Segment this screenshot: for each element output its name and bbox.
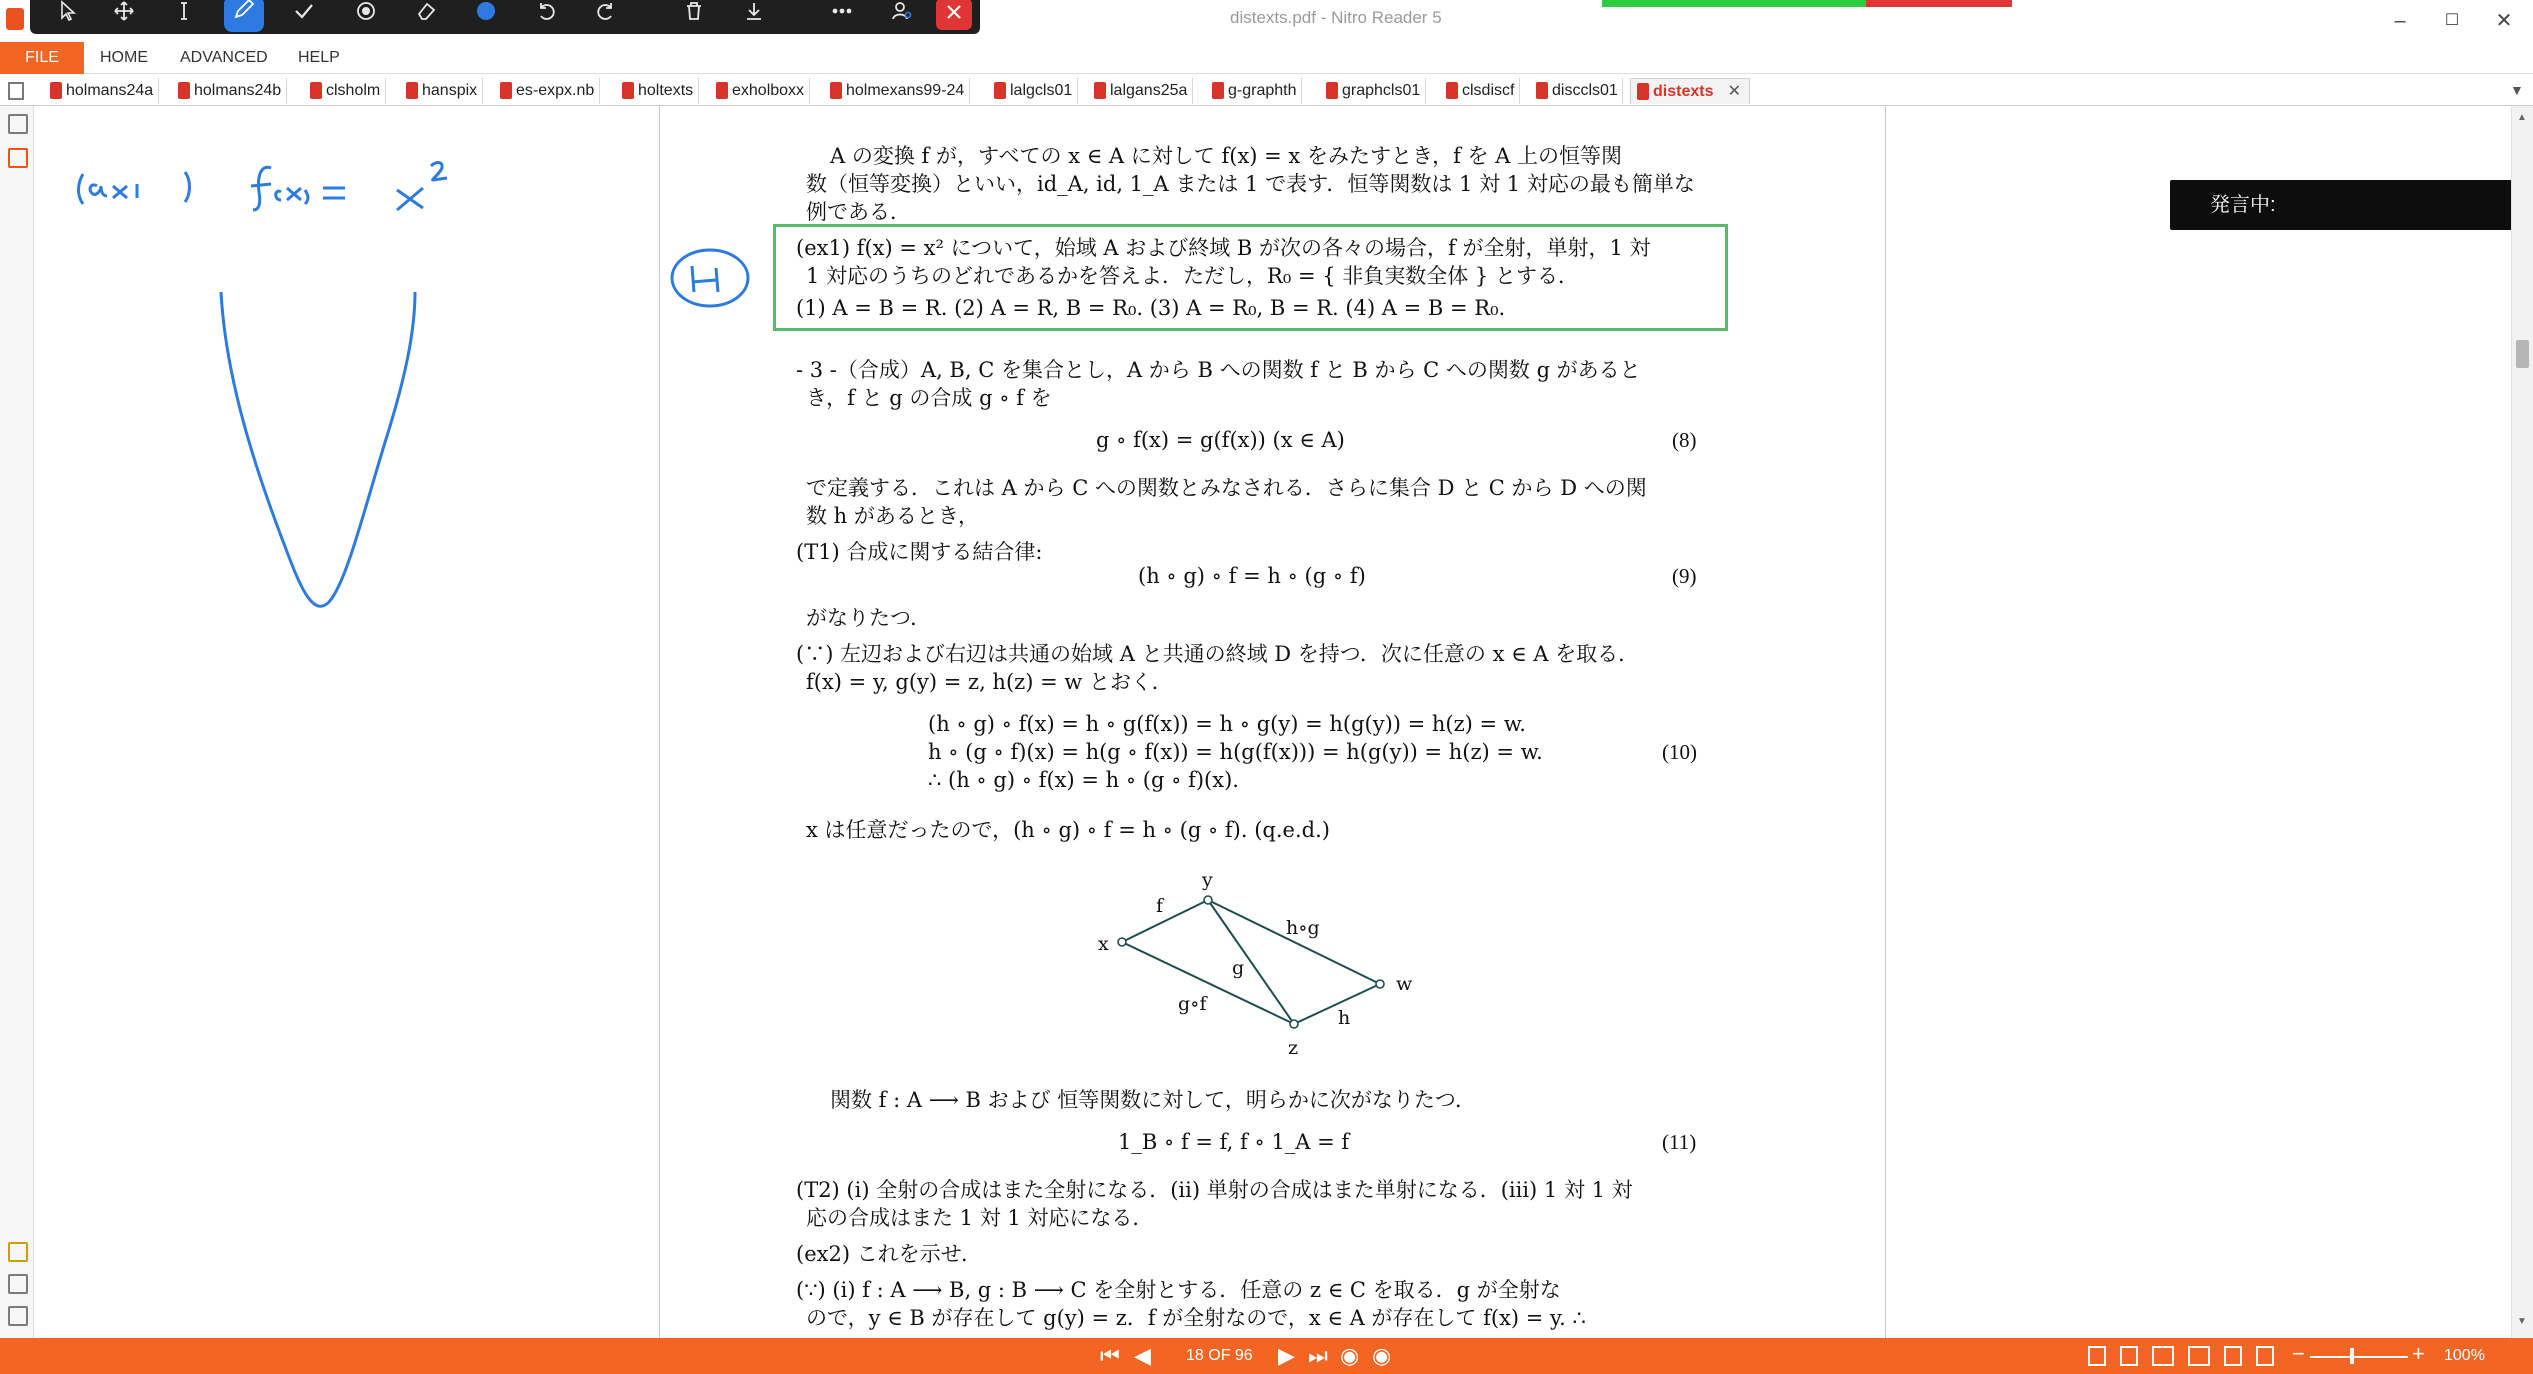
nitro-logo-icon <box>6 8 24 30</box>
zoom-in-button[interactable]: + <box>2412 1341 2425 1366</box>
handwritten-h-circle <box>668 240 758 314</box>
proof2-line2: ので，y ∈ B が存在して g(y) = z．f が全射なので，x ∈ A が存在して f(x) = y. ∴ <box>806 1306 1586 1330</box>
fit-width-icon[interactable] <box>2256 1346 2274 1366</box>
pdf-icon <box>1094 82 1106 99</box>
download-icon[interactable] <box>734 0 774 30</box>
eraser-icon[interactable] <box>406 0 446 30</box>
attachments-panel-icon[interactable] <box>8 1274 28 1294</box>
equation-10-line1: (h ∘ g) ∘ f(x) = h ∘ g(f(x)) = h ∘ g(y) = h(g(y)) = h(z) = w. <box>928 712 1526 736</box>
select-arrow-icon[interactable] <box>48 0 88 30</box>
equation-8-number: (8) <box>1672 428 1697 452</box>
edge-f <box>1122 900 1208 942</box>
last-page-icon[interactable]: ⏭ <box>1308 1343 1328 1368</box>
back-view-icon[interactable]: ◉ <box>1340 1343 1360 1368</box>
doc-tab-label: holtexts <box>638 82 694 99</box>
tab-help[interactable]: HELP <box>298 49 340 66</box>
whiteboard-panel[interactable] <box>35 106 660 1338</box>
color-blue-icon[interactable] <box>466 0 506 30</box>
doc-tab-label: clsholm <box>326 82 381 99</box>
equation-8: g ∘ f(x) = g(f(x)) (x ∈ A) <box>1096 428 1345 452</box>
text-cursor-icon[interactable] <box>164 0 204 30</box>
check-icon[interactable] <box>284 0 324 30</box>
proof1-conclusion: x は任意だったので，(h ∘ g) ∘ f = h ∘ (g ∘ f). (q.e.d.) <box>806 818 1330 842</box>
window-title: distexts.pdf - Nitro Reader 5 <box>1230 8 1442 27</box>
doc-tab-label: holmexans99-24 <box>846 82 965 99</box>
ribbon <box>0 42 2533 74</box>
pdf-icon <box>50 82 62 99</box>
output-panel-icon[interactable] <box>8 1306 28 1326</box>
doc-tab-label: distexts <box>1653 83 1714 100</box>
zoom-out-button[interactable]: − <box>2292 1341 2305 1366</box>
theorem-t1-after: がなりたつ． <box>806 606 932 630</box>
doc-tab-holmans24a[interactable] <box>44 78 159 104</box>
undo-icon[interactable] <box>526 0 566 30</box>
scroll-down-icon[interactable]: ▼ <box>2517 1316 2527 1327</box>
file-tab[interactable]: FILE <box>0 42 84 74</box>
doc-tab-hanspix[interactable] <box>400 78 483 104</box>
doc-tab-label: holmans24b <box>194 82 282 99</box>
continuous-facing-view-icon[interactable] <box>2188 1346 2210 1366</box>
section3-line3: で定義する．これは A から C への関数とみなされる．さらに集合 D と C から D への関 <box>806 476 1647 500</box>
pdf-icon <box>994 82 1006 99</box>
close-window-button[interactable]: ✕ <box>2495 10 2513 32</box>
section3-line4: 数 h があるとき， <box>806 504 980 528</box>
single-page-view-icon[interactable] <box>2088 1346 2106 1366</box>
zoom-level[interactable]: 100% <box>2444 1347 2485 1364</box>
doc-tab-es-expx[interactable] <box>494 78 600 104</box>
theorem-t2-line1: (T2) (i) 全射の合成はまた全射になる．(ii) 単射の合成はまた単射になる．(iii) 1 対 1 対 <box>796 1178 1633 1202</box>
scrollbar-thumb[interactable] <box>2516 340 2529 368</box>
pen-toolbar <box>30 0 980 34</box>
status-bar-red <box>1866 0 2012 7</box>
next-page-icon[interactable]: ▶ <box>1278 1343 1295 1368</box>
ex1-line1: (ex1) f(x) = x² について，始域 A および終域 B が次の各々の場合，f が全射，単射，1 対 <box>796 236 1651 260</box>
edge-label-h: h <box>1338 1007 1351 1029</box>
proof2-line1: (∵) (i) f : A ⟶ B, g : B ⟶ C を全射とする．任意の z ∈ C を取る．g が全射な <box>796 1278 1561 1302</box>
first-page-icon[interactable]: ⏮ <box>1100 1343 1120 1368</box>
equation-10-line2: h ∘ (g ∘ f)(x) = h(g ∘ f(x)) = h(g(f(x))) = h(g(y)) = h(z) = w. <box>928 740 1543 764</box>
doc-tab-distexts[interactable] <box>1630 78 1750 104</box>
node-label-y: y <box>1202 869 1213 891</box>
maximize-button[interactable]: ☐ <box>2444 12 2460 29</box>
doc-tab-label: exholboxx <box>732 82 805 99</box>
pages-panel-icon[interactable] <box>8 114 28 134</box>
pdf-icon <box>178 82 190 99</box>
redo-icon[interactable] <box>586 0 626 30</box>
node-y <box>1204 896 1212 904</box>
page-indicator[interactable]: 18 OF 96 <box>1186 1347 1253 1364</box>
minimize-button[interactable]: – <box>2394 10 2406 32</box>
doc-tab-holmexans99-24[interactable] <box>824 78 970 104</box>
tab-list-icon[interactable] <box>8 82 24 100</box>
equation-10-number: (10) <box>1662 740 1697 764</box>
previous-page-icon[interactable]: ◀ <box>1134 1343 1151 1368</box>
right-margin <box>1886 106 2511 1338</box>
doc-tab-disccls01[interactable] <box>1530 78 1623 104</box>
pdf-icon <box>830 82 842 99</box>
status-bar-green <box>1602 0 1866 7</box>
ex1-line3: (1) A = B = R. (2) A = R, B = R₀. (3) A = R₀, B = R. (4) A = B = R₀. <box>796 296 1506 320</box>
equation-11: 1_B ∘ f = f, f ∘ 1_A = f <box>1118 1130 1350 1154</box>
doc-tab-label: clsdiscf <box>1462 82 1515 99</box>
fit-page-icon[interactable] <box>2224 1346 2242 1366</box>
edge-label-f: f <box>1156 895 1164 917</box>
edge-h <box>1294 984 1380 1024</box>
equation-9-number: (9) <box>1672 564 1697 588</box>
status-bar <box>0 1338 2533 1374</box>
para-identity-composition: 関数 f : A ⟶ B および 恒等関数に対して，明らかに次がなりたつ． <box>830 1088 1477 1112</box>
equation-9: (h ∘ g) ∘ f = h ∘ (g ∘ f) <box>1138 564 1366 588</box>
bookmarks-panel-icon[interactable] <box>8 148 28 168</box>
pdf-icon <box>716 82 728 99</box>
theorem-t2-line2: 応の合成はまた 1 対 1 対応になる． <box>806 1206 1154 1230</box>
para-identity-line2: 数（恒等変換）といい，id_A, id, 1_A または 1 で表す．恒等関数は 1 対 1 対応の最も簡単な <box>806 172 1695 196</box>
doc-tab-label: disccls01 <box>1552 82 1618 99</box>
proof1-line2: f(x) = y, g(y) = z, h(z) = w とおく． <box>806 670 1173 694</box>
section3-line2: き，f と g の合成 g ∘ f を <box>806 386 1052 410</box>
node-label-w: w <box>1396 973 1413 995</box>
pdf-icon <box>310 82 322 99</box>
para-identity-line3: 例である． <box>806 200 911 224</box>
close-toolbar-icon[interactable] <box>936 0 972 30</box>
document-tabs <box>0 74 2533 106</box>
doc-tab-clsdiscf[interactable] <box>1440 78 1520 104</box>
left-rail <box>0 106 34 1338</box>
zoom-slider-knob[interactable] <box>2350 1348 2354 1364</box>
tab-advanced[interactable]: ADVANCED <box>180 49 268 66</box>
para-identity-line1: A の変換 f が，すべての x ∈ A に対して f(x) = x をみたすとき，f を A 上の恒等関 <box>830 144 1623 168</box>
scroll-up-icon[interactable]: ▲ <box>2517 112 2527 123</box>
doc-tab-label: hanspix <box>422 82 478 99</box>
doc-tab-lalgans25a[interactable] <box>1088 78 1193 104</box>
edge-label-hg: h∘g <box>1286 917 1320 939</box>
doc-tab-g-graphth[interactable] <box>1206 78 1302 104</box>
doc-tab-lalgcls01[interactable] <box>988 78 1078 104</box>
exercise-2: (ex2) これを示せ． <box>796 1242 983 1266</box>
edge-label-gf: g∘f <box>1178 993 1207 1015</box>
proof1-line1: (∵) 左辺および右辺は共通の始域 A と共通の終域 D を持つ．次に任意の x ∈ A を取る． <box>796 642 1640 666</box>
edge-g <box>1208 900 1294 1024</box>
edge-gf <box>1122 942 1294 1024</box>
node-label-x: x <box>1098 933 1109 955</box>
user-settings-icon[interactable] <box>882 0 922 30</box>
doc-tab-label: es-expx.nb <box>516 82 595 99</box>
continuous-view-icon[interactable] <box>2120 1346 2138 1366</box>
handwriting-canvas[interactable] <box>35 106 660 1338</box>
doc-tab-label: g-graphth <box>1228 82 1297 99</box>
pdf-icon <box>1212 82 1224 99</box>
pdf-icon <box>1326 82 1338 99</box>
node-x <box>1118 938 1126 946</box>
doc-tab-holmans24b[interactable] <box>172 78 287 104</box>
doc-tab-label: lalgcls01 <box>1010 82 1073 99</box>
pdf-icon <box>622 82 634 99</box>
node-label-z: z <box>1288 1037 1299 1059</box>
edge-label-g: g <box>1232 957 1245 979</box>
composition-diagram <box>1090 864 1420 1064</box>
facing-view-icon[interactable] <box>2152 1346 2174 1366</box>
equation-11-number: (11) <box>1662 1130 1697 1154</box>
ex1-line2: 1 対応のうちのどれであるかを答えよ．ただし，R₀ = { 非負実数全体 } とする． <box>806 264 1579 288</box>
section3-line1: - 3 -（合成）A, B, C を集合とし，A から B への関数 f と B から C への関数 g があると <box>796 358 1641 382</box>
tabs-dropdown-icon[interactable]: ▼ <box>2510 82 2524 98</box>
doc-tab-label: graphcls01 <box>1342 82 1421 99</box>
theorem-t1-title: (T1) 合成に関する結合律: <box>796 540 1043 564</box>
pdf-icon <box>1637 83 1649 100</box>
node-w <box>1376 980 1384 988</box>
doc-tab-graphcls01[interactable] <box>1320 78 1426 104</box>
move-icon[interactable] <box>104 0 144 30</box>
equation-10-line3: ∴ (h ∘ g) ∘ f(x) = h ∘ (g ∘ f)(x). <box>928 768 1239 792</box>
zoom-slider[interactable] <box>2310 1356 2408 1358</box>
forward-view-icon[interactable]: ◉ <box>1372 1343 1392 1368</box>
pdf-icon <box>1536 82 1548 99</box>
comments-panel-icon[interactable] <box>8 1242 28 1262</box>
speaking-indicator: 発言中: <box>2170 180 2512 230</box>
node-z <box>1290 1020 1298 1028</box>
doc-tab-label: holmans24a <box>66 82 154 99</box>
doc-tab-clsholm[interactable] <box>304 78 386 104</box>
highlighter-icon[interactable] <box>346 0 386 30</box>
doc-tab-exholboxx[interactable] <box>710 78 810 104</box>
vertical-scrollbar[interactable] <box>2511 106 2533 1338</box>
tab-home[interactable]: HOME <box>100 49 148 66</box>
close-tab-icon[interactable]: ✕ <box>1727 83 1741 100</box>
pdf-icon <box>406 82 418 99</box>
pen-icon[interactable] <box>224 0 264 32</box>
doc-tab-label: lalgans25a <box>1110 82 1188 99</box>
pdf-icon <box>1446 82 1458 99</box>
doc-tab-holtexts[interactable] <box>616 78 699 104</box>
delete-icon[interactable] <box>674 0 714 30</box>
more-icon[interactable] <box>822 0 862 30</box>
pdf-icon <box>500 82 512 99</box>
